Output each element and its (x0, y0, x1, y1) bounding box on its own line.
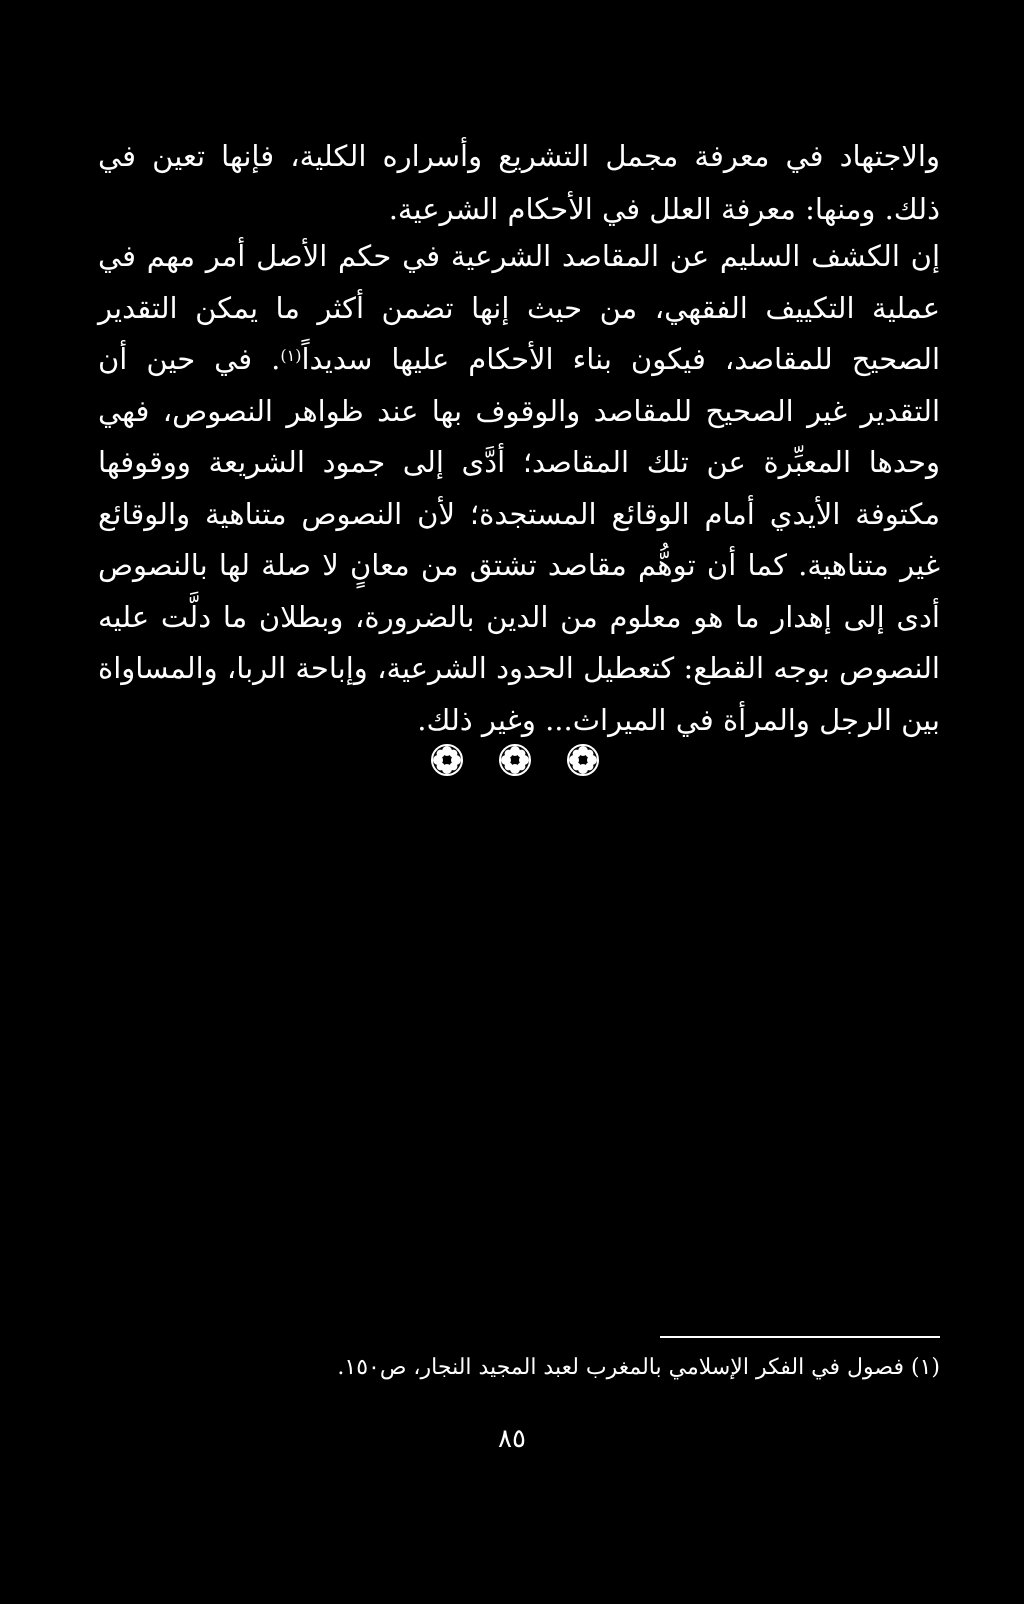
ornament-flower-icon (430, 743, 464, 777)
page-number: ٨٥ (498, 1424, 526, 1454)
paragraph-2-part-1: إن الكشف السليم عن المقاصد الشرعية في حكم الأصل أمر مهم في عملية التكييف الفقهي، من حيث إنها تضمن أكثر ما يمكن التقدير الصحيح للمقاصد، فيكون بناء الأحكام عليها سديداً (98, 239, 940, 376)
section-separator (430, 743, 600, 777)
footnote-marker: (١) (910, 1355, 940, 1380)
ornament-flower-icon (566, 743, 600, 777)
paragraph-2-part-2: . في حين أن التقدير غير الصحيح للمقاصد والوقوف بها عند ظواهر النصوص، فهي وحدها المعبِّرة عن تلك المقاصد؛ أدَّى إلى جمود الشريعة ووقوفها مكتوفة الأيدي أمام الوقائع المستجدة؛ لأن النصوص متناهية والوقائع غير متناهية. كما أن توهُّم مقاصد تشتق من معانٍ لا صلة لها بالنصوص أدى إلى إهدار ما هو معلوم من الدين بالضرورة، وبطلان ما دلَّت عليه النصوص بوجه القطع: كتعطيل الحدود الشرعية، وإباحة الربا، والمساواة بين الرجل والمرأة في الميراث... وغير ذلك. (98, 342, 940, 737)
footnote-text: فصول في الفكر الإسلامي بالمغرب لعبد المجيد النجار، ص١٥٠. (337, 1355, 904, 1380)
footnote-divider (660, 1336, 940, 1338)
paragraph-2 (98, 231, 940, 746)
footnote-reference[interactable]: (١) (280, 346, 302, 365)
paragraph-1: والاجتهاد في معرفة مجمل التشريع وأسراره الكلية، فإنها تعين في ذلك. ومنها: معرفة العلل في الأحكام الشرعية. (98, 139, 940, 226)
body-text-main (98, 231, 940, 746)
footnote (80, 1352, 940, 1384)
ornament-flower-icon (498, 743, 532, 777)
body-text-top (98, 130, 940, 236)
